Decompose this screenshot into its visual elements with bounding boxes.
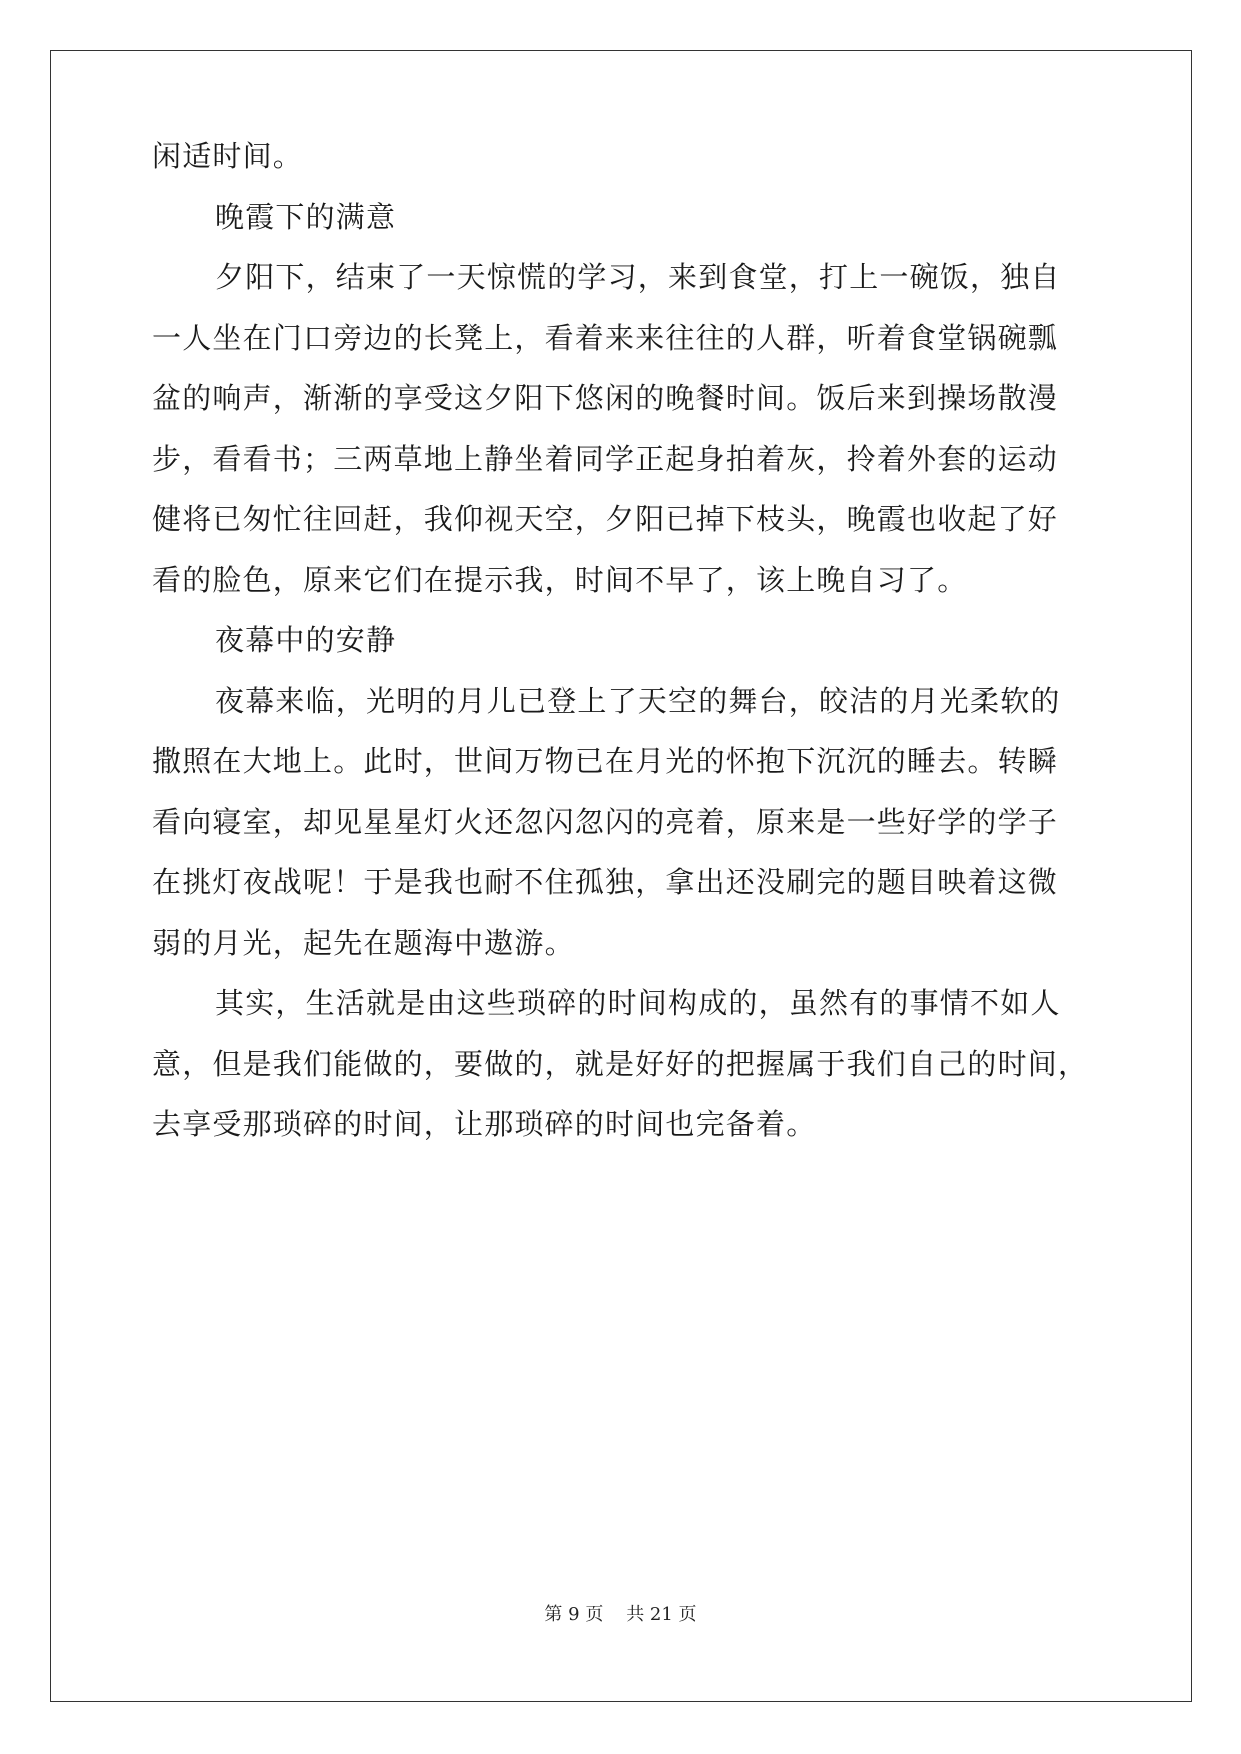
text-line: 弱的月光，起先在题海中遨游。 — [152, 925, 575, 960]
text-line: 一人坐在门口旁边的长凳上，看着来来往往的人群，听着食堂锅碗瓢 — [152, 320, 1059, 355]
text-line: 健将已匆忙往回赶，我仰视天空，夕阳已掉下枝头，晚霞也收起了好 — [152, 502, 1059, 536]
text-line: 看向寝室，却见星星灯火还忽闪忽闪的亮着，原来是一些好学的学子 — [152, 804, 1059, 839]
text-line: 夜幕来临，光明的月儿已登上了天空的舞台，皎洁的月光柔软的 — [215, 683, 1061, 718]
text-line: 盆的响声，渐渐的享受这夕阳下悠闲的晚餐时间。饭后来到操场散漫 — [152, 381, 1059, 415]
text-line: 看的脸色，原来它们在提示我，时间不早了，该上晚自习了。 — [152, 562, 968, 597]
text-line: 去享受那琐碎的时间，让那琐碎的时间也完备着。 — [152, 1107, 817, 1141]
text-line: 闲适时间。 — [152, 139, 304, 173]
text-line: 夕阳下，结束了一天惊慌的学习，来到食堂，打上一碗饭，独自 — [215, 260, 1061, 294]
text-line: 在挑灯夜战呢！于是我也耐不住孤独，拿出还没刷完的题目映着这微 — [152, 865, 1059, 899]
text-line: 夜幕中的安静 — [215, 623, 397, 657]
text-line: 步，看看书；三两草地上静坐着同学正起身拍着灰，拎着外套的运动 — [152, 441, 1059, 476]
text-line: 意，但是我们能做的，要做的，就是好好的把握属于我们自己的时间， — [152, 1046, 1089, 1081]
document-body — [152, 126, 1097, 1155]
text-line: 其实，生活就是由这些琐碎的时间构成的，虽然有的事情不如人 — [215, 986, 1061, 1020]
page-number-footer: 第 9 页 共 21 页 — [544, 1604, 697, 1625]
text-line: 撒照在大地上。此时，世间万物已在月光的怀抱下沉沉的睡去。转瞬 — [152, 744, 1059, 778]
text-line: 晚霞下的满意 — [215, 199, 397, 234]
